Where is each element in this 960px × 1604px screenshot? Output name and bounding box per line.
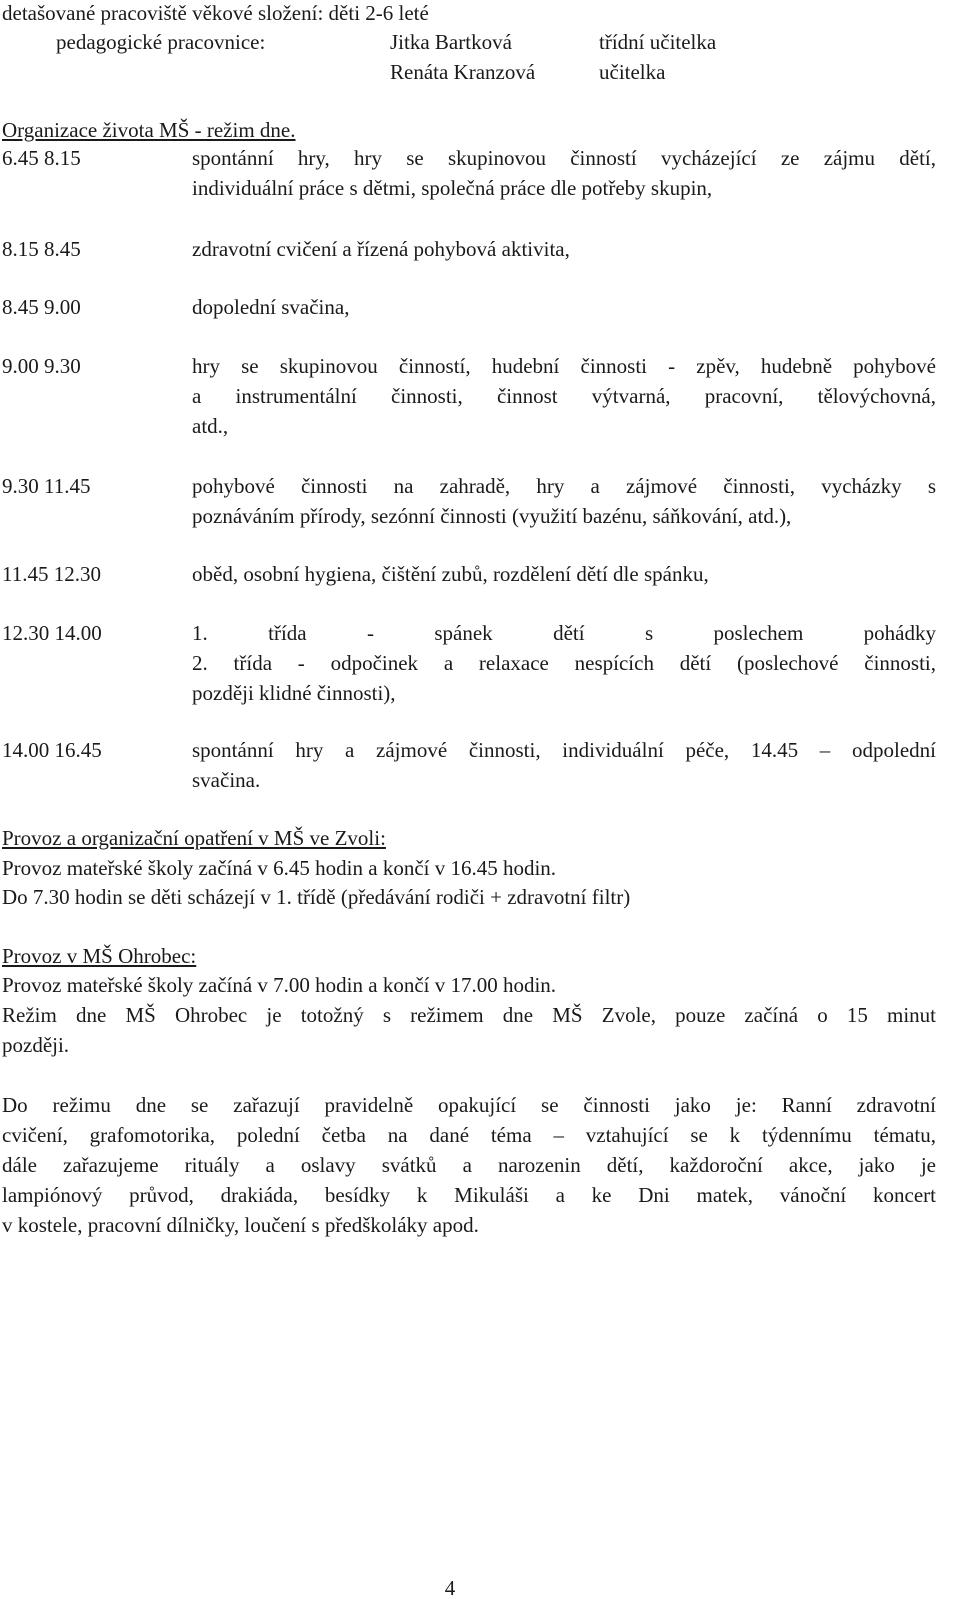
zvole-line: Provoz mateřské školy začíná v 6.45 hodin a končí v 16.45 hodin. — [2, 856, 557, 880]
ohrobec-title: Provoz v MŠ Ohrobec: — [2, 944, 197, 968]
staff-label: pedagogické pracovnice: — [56, 30, 266, 54]
schedule-activity — [192, 143, 936, 203]
header-line: detašované pracoviště věkové složení: děti 2-6 leté — [2, 1, 429, 25]
activity-line: oběd, osobní hygiena, čištění zubů, rozdělení dětí dle spánku, — [192, 562, 709, 586]
schedule-activity — [192, 618, 936, 708]
activity-line: 2. třída - odpočinek a relaxace nespících dětí (poslechové činnosti, — [192, 651, 936, 675]
schedule-time: 8.15 8.45 — [2, 237, 81, 261]
ohrobec-paragraph — [2, 1000, 936, 1060]
activity-line: individuální práce s dětmi, společná práce dle potřeby skupin, — [192, 176, 713, 200]
schedule-activity — [192, 292, 936, 322]
activity-line: zdravotní cvičení a řízená pohybová aktivita, — [192, 237, 570, 261]
staff-name-2: Renáta Kranzová — [390, 60, 536, 84]
activity-line: pohybové činnosti na zahradě, hry a zájmové činnosti, vycházky s — [192, 474, 936, 498]
schedule-activity — [192, 234, 936, 264]
zvole-title: Provoz a organizační opatření v MŠ ve Zvoli: — [2, 826, 386, 850]
schedule-title: Organizace života MŠ - režim dne. — [2, 118, 296, 142]
activity-line: později klidné činnosti), — [192, 681, 396, 705]
activity-line: poznáváním přírody, sezónní činnosti (využití bazénu, sáňkování, atd.), — [192, 504, 792, 528]
closing-paragraph — [2, 1090, 936, 1240]
schedule-time: 9.00 9.30 — [2, 354, 81, 378]
schedule-time: 6.45 8.15 — [2, 146, 81, 170]
staff-role-2: učitelka — [599, 60, 666, 84]
closing-line: lampiónový průvod, drakiáda, besídky k Mikuláši a ke Dni matek, vánoční koncert — [2, 1183, 936, 1207]
activity-line: dopolední svačina, — [192, 295, 350, 319]
zvole-line: Do 7.30 hodin se děti scházejí v 1. třídě (předávání rodiči + zdravotní filtr) — [2, 885, 631, 909]
activity-line: hry se skupinovou činností, hudební činnosti - zpěv, hudebně pohybové — [192, 354, 936, 378]
schedule-activity — [192, 471, 936, 531]
schedule-time: 8.45 9.00 — [2, 295, 81, 319]
activity-line: svačina. — [192, 768, 261, 792]
staff-name-1: Jitka Bartková — [390, 30, 512, 54]
schedule-time: 9.30 11.45 — [2, 474, 91, 498]
activity-line: atd., — [192, 414, 229, 438]
schedule-activity — [192, 735, 936, 795]
page-number: 4 — [444, 1576, 456, 1600]
staff-role-1: třídní učitelka — [599, 30, 717, 54]
schedule-time: 14.00 16.45 — [2, 738, 102, 762]
ohrobec-line: Režim dne MŠ Ohrobec je totožný s režimem dne MŠ Zvole, pouze začíná o 15 minut — [2, 1003, 936, 1027]
activity-line: spontánní hry, hry se skupinovou činností vycházející ze zájmu dětí, — [192, 146, 936, 170]
schedule-time: 12.30 14.00 — [2, 621, 102, 645]
closing-line: dále zařazujeme rituály a oslavy svátků a narozenin dětí, každoroční akce, jako je — [2, 1153, 936, 1177]
activity-line: spontánní hry a zájmové činnosti, individuální péče, 14.45 – odpolední — [192, 738, 936, 762]
ohrobec-line: Provoz mateřské školy začíná v 7.00 hodin a končí v 17.00 hodin. — [2, 973, 557, 997]
activity-line: a instrumentální činnosti, činnost výtvarná, pracovní, tělovýchovná, — [192, 384, 936, 408]
schedule-time: 11.45 12.30 — [2, 562, 101, 586]
ohrobec-line: později. — [2, 1033, 70, 1057]
closing-line: cvičení, grafomotorika, polední četba na dané téma – vztahující se k týdennímu tématu, — [2, 1123, 936, 1147]
schedule-activity — [192, 351, 936, 441]
closing-line: Do režimu dne se zařazují pravidelně opakující se činnosti jako je: Ranní zdravotní — [2, 1093, 936, 1117]
closing-line: v kostele, pracovní dílničky, loučení s předškoláky apod. — [2, 1213, 479, 1237]
schedule-activity — [192, 559, 936, 589]
activity-line: 1. třída - spánek dětí s poslechem pohádky — [192, 621, 936, 645]
